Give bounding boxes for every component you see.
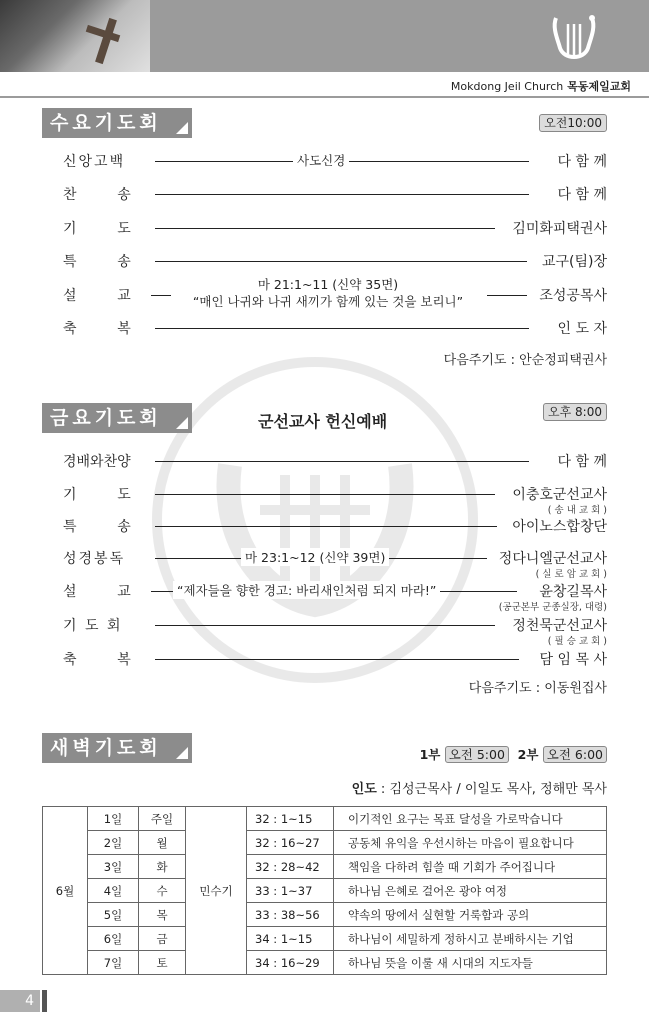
row-label: 특 송 — [63, 254, 133, 270]
row-value: 김미화피택권사 — [510, 218, 607, 238]
row-label: 축 복 — [63, 321, 133, 337]
theme-cell: 하나님이 세밀하게 정하시고 분배하시는 기업 — [334, 927, 607, 951]
row-label: 기 도 회 — [63, 618, 123, 634]
day-cell: 월 — [139, 831, 186, 855]
date-cell: 7일 — [88, 951, 139, 975]
church-name: Mokdong Jeil Church 목동제일교회 — [450, 80, 631, 93]
wednesday-row-creed — [63, 151, 607, 171]
row-label: 경배와찬양 — [63, 454, 131, 470]
passage-cell: 34 : 1~15 — [247, 927, 334, 951]
wednesday-sermon-title: “매인 나귀와 나귀 새끼가 함께 있는 것을 보리니” — [192, 294, 464, 309]
row-middle: 마 23:1~12 (신약 39면) — [241, 548, 389, 566]
row-sub: ( 필 승 교 회 ) — [547, 636, 607, 647]
row-value: 인 도 자 — [556, 318, 607, 338]
friday-section-title: 금요기도회 — [42, 403, 192, 433]
row-sub: (공군본부 군종실장, 대령) — [498, 602, 607, 613]
row-value: 다 함 께 — [556, 184, 607, 204]
day-cell: 목 — [139, 903, 186, 927]
theme-cell: 약속의 땅에서 실현할 거룩함과 공의 — [334, 903, 607, 927]
day-cell: 주일 — [139, 807, 186, 831]
row-value: 윤창길목사 — [537, 581, 607, 601]
row-label: 설 교 — [63, 584, 133, 600]
row-value: 정천묵군선교사 — [510, 615, 607, 635]
praying-hands-photo — [0, 0, 150, 72]
wednesday-row-special-song — [63, 251, 607, 271]
friday-row-prayer — [63, 484, 607, 516]
date-cell: 4일 — [88, 879, 139, 903]
row-label: 축 복 — [63, 652, 133, 668]
table-row — [43, 807, 607, 831]
theme-cell: 이기적인 요구는 목표 달성을 가로막습니다 — [334, 807, 607, 831]
wednesday-next-leader: 다음주기도 : 안순정피택권사 — [443, 353, 607, 368]
friday-time: 오후 8:00 — [543, 403, 607, 421]
wednesday-time: 오전10:00 — [539, 114, 607, 132]
day-cell: 화 — [139, 855, 186, 879]
passage-cell: 34 : 16~29 — [247, 951, 334, 975]
wednesday-row-blessing — [63, 318, 607, 338]
passage-cell: 32 : 16~27 — [247, 831, 334, 855]
row-value: 조성공목사 — [537, 285, 607, 305]
row-label: 기 도 — [63, 221, 133, 237]
dawn-times: 1부 오전 5:00 2부 오전 6:00 — [420, 745, 607, 763]
row-label: 성경봉독 — [63, 551, 126, 567]
page-number: 4 — [0, 990, 40, 1012]
table-row — [43, 903, 607, 927]
friday-row-sermon — [63, 581, 607, 613]
row-label: 신앙고백 — [63, 154, 126, 170]
wednesday-row-hymn — [63, 184, 607, 204]
theme-cell: 하나님 은혜로 걸어온 광야 여정 — [334, 879, 607, 903]
dawn-section-title: 새벽기도회 — [42, 733, 192, 763]
row-value: 아이노스합창단 — [510, 516, 607, 536]
row-sub: ( 실 로 암 교 회 ) — [535, 569, 607, 580]
friday-row-blessing — [63, 649, 607, 669]
row-value: 다 함 께 — [556, 151, 607, 171]
passage-cell: 32 : 1~15 — [247, 807, 334, 831]
row-value: 정다니엘군선교사 — [497, 548, 607, 568]
friday-row-reading — [63, 548, 607, 580]
date-cell: 2일 — [88, 831, 139, 855]
table-row — [43, 831, 607, 855]
date-cell: 1일 — [88, 807, 139, 831]
date-cell: 5일 — [88, 903, 139, 927]
table-row — [43, 855, 607, 879]
row-label: 특 송 — [63, 519, 133, 535]
friday-row-special-song — [63, 516, 607, 536]
day-cell: 금 — [139, 927, 186, 951]
theme-cell: 하나님 뜻을 이룰 새 시대의 지도자들 — [334, 951, 607, 975]
passage-cell: 33 : 38~56 — [247, 903, 334, 927]
header-divider — [0, 96, 649, 98]
friday-next-leader: 다음주기도 : 이동원집사 — [468, 681, 607, 696]
friday-subtitle: 군선교사 헌신예배 — [258, 412, 388, 431]
row-middle: 사도신경 — [293, 151, 349, 169]
dawn-leaders: 인도 : 김성근목사 / 이일도 목사, 정해만 목사 — [351, 782, 607, 797]
page-number-bar — [42, 990, 47, 1012]
row-value: 교구(팀)장 — [540, 251, 607, 271]
row-label: 찬 송 — [63, 187, 133, 203]
row-value: 이충호군선교사 — [510, 484, 607, 504]
row-value: 담 임 목 사 — [538, 649, 607, 669]
row-label: 기 도 — [63, 487, 133, 503]
friday-row-worship — [63, 451, 607, 471]
friday-row-prayer-meeting — [63, 615, 607, 647]
month-cell: 6월 — [43, 807, 88, 975]
wednesday-row-prayer — [63, 218, 607, 238]
row-sub: ( 송 내 교 회 ) — [547, 505, 607, 516]
row-middle: “제자들을 향한 경고: 바리새인처럼 되지 마라!” — [173, 581, 440, 599]
date-cell: 6일 — [88, 927, 139, 951]
passage-cell: 33 : 1~37 — [247, 879, 334, 903]
date-cell: 3일 — [88, 855, 139, 879]
book-cell: 민수기 — [186, 807, 247, 975]
table-row — [43, 951, 607, 975]
row-value: 다 함 께 — [556, 451, 607, 471]
table-row — [43, 879, 607, 903]
theme-cell: 공동체 유익을 우선시하는 마음이 필요합니다 — [334, 831, 607, 855]
wednesday-section-title: 수요기도회 — [42, 108, 192, 138]
table-row — [43, 927, 607, 951]
row-label: 설 교 — [63, 288, 133, 304]
passage-cell: 32 : 28~42 — [247, 855, 334, 879]
wednesday-sermon-ref: 마 21:1~11 (신약 35면) — [257, 277, 399, 292]
dawn-schedule-table — [42, 806, 607, 975]
theme-cell: 책임을 다하려 힘쓸 때 기회가 주어집니다 — [334, 855, 607, 879]
day-cell: 토 — [139, 951, 186, 975]
day-cell: 수 — [139, 879, 186, 903]
lyre-logo-icon — [548, 14, 600, 66]
